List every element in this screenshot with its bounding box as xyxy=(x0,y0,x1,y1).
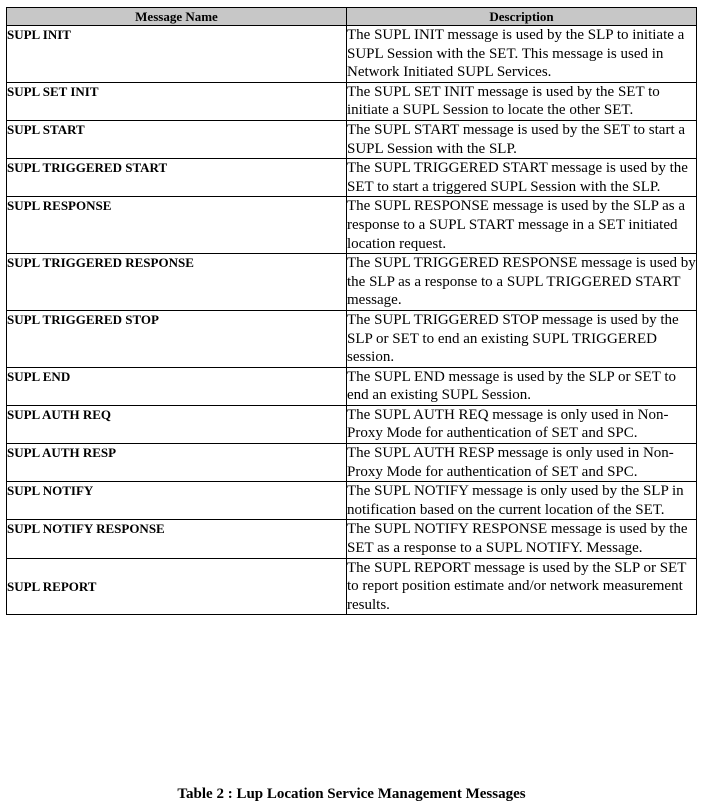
description-cell: The SUPL TRIGGERED RESPONSE message is used by the SLP as a response to a SUPL TRIGGERED START message. xyxy=(347,254,697,311)
description-cell: The SUPL RESPONSE message is used by the SLP as a response to a SUPL START message in a SET initiated location request. xyxy=(347,197,697,254)
table-row xyxy=(7,405,697,443)
message-name-cell: SUPL REPORT xyxy=(7,558,347,615)
description-cell: The SUPL NOTIFY RESPONSE message is used by the SET as a response to a SUPL NOTIFY. Message. xyxy=(347,520,697,558)
description-cell: The SUPL SET INIT message is used by the SET to initiate a SUPL Session to locate the other SET. xyxy=(347,82,697,120)
description-cell: The SUPL AUTH RESP message is only used in Non-Proxy Mode for authentication of SET and SPC. xyxy=(347,444,697,482)
table-row xyxy=(7,26,697,83)
messages-table-container xyxy=(6,7,696,615)
message-name-cell: SUPL NOTIFY RESPONSE xyxy=(7,520,347,558)
table-row xyxy=(7,159,697,197)
description-cell: The SUPL TRIGGERED STOP message is used by the SLP or SET to end an existing SUPL TRIGGERED session. xyxy=(347,310,697,367)
header-message-name: Message Name xyxy=(7,8,347,26)
table-row xyxy=(7,444,697,482)
table-row xyxy=(7,254,697,311)
message-name-cell: SUPL AUTH RESP xyxy=(7,444,347,482)
message-name-cell: SUPL TRIGGERED RESPONSE xyxy=(7,254,347,311)
table-row xyxy=(7,310,697,367)
description-cell: The SUPL INIT message is used by the SLP to initiate a SUPL Session with the SET. This message is used in Network Initiated SUPL Services. xyxy=(347,26,697,83)
message-name-cell: SUPL INIT xyxy=(7,26,347,83)
message-name-cell: SUPL SET INIT xyxy=(7,82,347,120)
table-row xyxy=(7,82,697,120)
table-row xyxy=(7,520,697,558)
table-row xyxy=(7,367,697,405)
description-cell: The SUPL REPORT message is used by the SLP or SET to report position estimate and/or network measurement results. xyxy=(347,558,697,615)
message-name-cell: SUPL AUTH REQ xyxy=(7,405,347,443)
header-description: Description xyxy=(347,8,697,26)
table-row xyxy=(7,482,697,520)
description-cell: The SUPL START message is used by the SET to start a SUPL Session with the SLP. xyxy=(347,120,697,158)
message-name-cell: SUPL TRIGGERED START xyxy=(7,159,347,197)
messages-table xyxy=(6,7,697,615)
table-caption: Table 2 : Lup Location Service Management Messages xyxy=(177,786,526,802)
table-row xyxy=(7,558,697,615)
message-name-cell: SUPL TRIGGERED STOP xyxy=(7,310,347,367)
table-header-row xyxy=(7,8,697,26)
message-name-cell: SUPL NOTIFY xyxy=(7,482,347,520)
table-row xyxy=(7,120,697,158)
message-name-cell: SUPL START xyxy=(7,120,347,158)
description-cell: The SUPL NOTIFY message is only used by the SLP in notification based on the current location of the SET. xyxy=(347,482,697,520)
message-name-cell: SUPL RESPONSE xyxy=(7,197,347,254)
description-cell: The SUPL TRIGGERED START message is used by the SET to start a triggered SUPL Session with the SLP. xyxy=(347,159,697,197)
message-name-cell: SUPL END xyxy=(7,367,347,405)
description-cell: The SUPL AUTH REQ message is only used in Non-Proxy Mode for authentication of SET and SPC. xyxy=(347,405,697,443)
table-row xyxy=(7,197,697,254)
description-cell: The SUPL END message is used by the SLP or SET to end an existing SUPL Session. xyxy=(347,367,697,405)
